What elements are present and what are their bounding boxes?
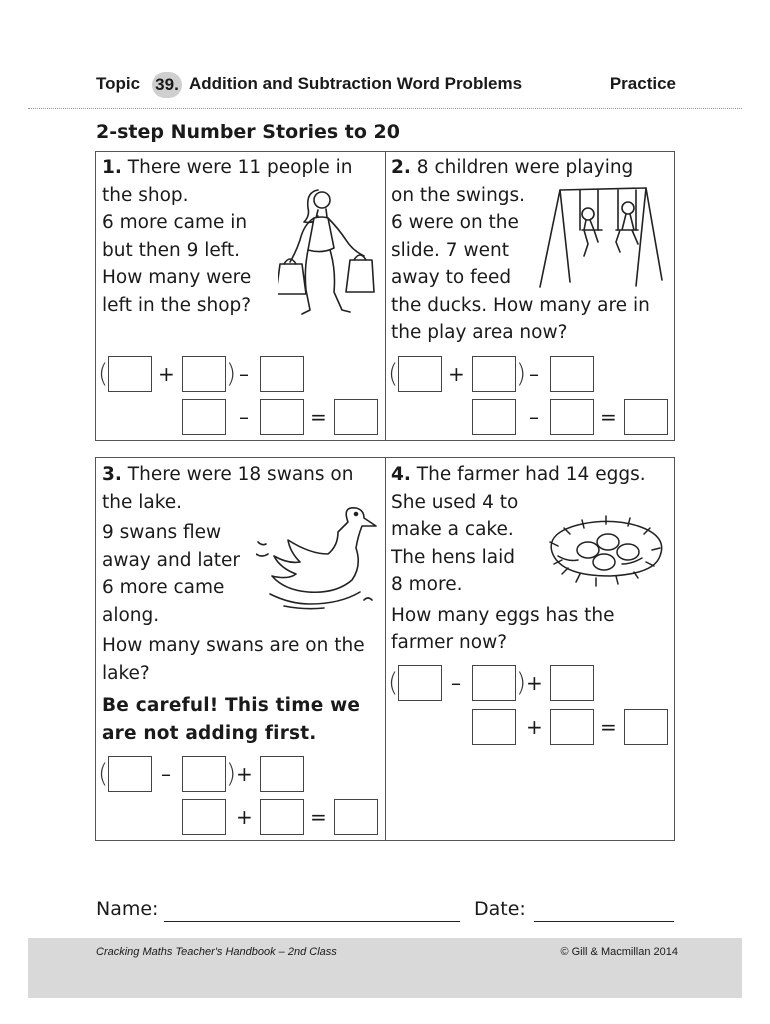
operator-sign: – (161, 762, 171, 786)
question-3-line: lake? (102, 662, 150, 684)
operator-sign: – (529, 362, 539, 386)
nest-with-eggs-icon (546, 512, 666, 592)
question-4-number: 4. (391, 464, 411, 485)
answer-box[interactable] (550, 356, 594, 392)
operator-sign: + (448, 362, 465, 386)
question-2-line: the ducks. How many are in (391, 294, 650, 316)
footer-book-title: Cracking Maths Teacher's Handbook – 2nd Class (96, 946, 337, 958)
question-2-line: away to feed (391, 267, 512, 288)
question-2-line: 8 children were playing (416, 157, 634, 178)
answer-box[interactable] (260, 356, 304, 392)
equals-sign: = (600, 715, 617, 739)
close-bracket: ) (516, 359, 527, 389)
answer-box[interactable] (398, 356, 442, 392)
question-3-line: along. (102, 604, 160, 626)
date-field-line[interactable] (534, 921, 674, 922)
question-1-line: but then 9 left. (102, 239, 241, 261)
question-1-line: the shop. (102, 184, 189, 206)
question-1-line: 6 more came in (102, 212, 248, 233)
question-panel-4 (385, 457, 675, 841)
result-box[interactable] (334, 399, 378, 435)
answer-box[interactable] (550, 709, 594, 745)
question-1-line: left in the shop? (102, 294, 252, 316)
warning-line: Be careful! This time we (102, 695, 361, 716)
answer-box[interactable] (182, 399, 226, 435)
question-4-line: The hens laid (391, 546, 515, 568)
question-3-line: How many swans are on the (102, 635, 365, 656)
question-4-line: make a cake. (391, 519, 514, 540)
question-4-line: How many eggs has the (391, 604, 615, 626)
answer-box[interactable] (260, 799, 304, 835)
operator-sign: + (236, 805, 253, 829)
operator-sign: – (239, 405, 249, 429)
topic-title: Addition and Subtraction Word Problems (189, 74, 523, 93)
answer-box[interactable] (182, 356, 226, 392)
section-label: Practice (609, 74, 676, 93)
question-4-line: The farmer had 14 eggs. (416, 464, 646, 485)
open-bracket: ( (388, 668, 399, 698)
result-box[interactable] (624, 709, 668, 745)
question-2-line: 6 were on the (391, 212, 519, 233)
footer-copyright: © Gill & Macmillan 2014 (560, 946, 678, 958)
operator-sign: + (526, 671, 543, 695)
answer-box[interactable] (398, 665, 442, 701)
answer-box[interactable] (472, 665, 516, 701)
operator-sign: + (526, 715, 543, 739)
question-3-line: 9 swans flew (102, 522, 222, 543)
date-label: Date: (474, 898, 526, 920)
question-2-number: 2. (391, 157, 411, 178)
question-2-line: on the swings. (391, 184, 526, 206)
question-1-line: There were 11 people in (127, 157, 353, 178)
operator-sign: – (529, 405, 539, 429)
question-2-line: the play area now? (391, 322, 568, 343)
operator-sign: – (451, 671, 461, 695)
answer-box[interactable] (182, 756, 226, 792)
answer-box[interactable] (472, 709, 516, 745)
warning-line: are not adding first. (102, 723, 317, 744)
question-3-line: There were 18 swans on (127, 464, 354, 485)
open-bracket: ( (98, 359, 109, 389)
open-bracket: ( (388, 359, 399, 389)
question-panel-1 (95, 151, 386, 441)
answer-box[interactable] (260, 756, 304, 792)
question-3-number: 3. (102, 464, 122, 485)
question-4-line: She used 4 to (391, 491, 519, 513)
answer-box[interactable] (108, 756, 152, 792)
operator-sign: + (158, 362, 175, 386)
topic-number-badge: 39. (152, 72, 182, 98)
answer-box[interactable] (108, 356, 152, 392)
close-bracket: ) (516, 668, 527, 698)
answer-box[interactable] (182, 799, 226, 835)
equals-sign: = (600, 405, 617, 429)
question-3-line: 6 more came (102, 577, 225, 598)
question-1-number: 1. (102, 157, 122, 178)
close-bracket: ) (226, 759, 237, 789)
name-label: Name: (96, 898, 159, 920)
question-panel-3 (95, 457, 386, 841)
operator-sign: – (239, 362, 249, 386)
topic-header (96, 72, 676, 98)
answer-box[interactable] (472, 399, 516, 435)
page-title: 2-step Number Stories to 20 (96, 121, 400, 143)
name-field-line[interactable] (164, 921, 460, 922)
equals-sign: = (310, 405, 327, 429)
question-2-line: slide. 7 went (391, 239, 509, 261)
answer-box[interactable] (550, 399, 594, 435)
answer-box[interactable] (472, 356, 516, 392)
page-footer (28, 938, 742, 998)
question-1-line: How many were (102, 267, 252, 288)
question-4-line: 8 more. (391, 574, 463, 595)
open-bracket: ( (98, 759, 109, 789)
swan-icon (256, 502, 378, 612)
shopper-woman-icon (278, 182, 378, 322)
topic-label: Topic (96, 74, 141, 93)
warning-note (102, 692, 360, 748)
question-3-line: the lake. (102, 491, 183, 513)
result-box[interactable] (334, 799, 378, 835)
operator-sign: + (236, 762, 253, 786)
question-4-line: farmer now? (391, 632, 508, 653)
swing-set-icon (536, 182, 666, 292)
answer-box[interactable] (550, 665, 594, 701)
equals-sign: = (310, 805, 327, 829)
name-date-row (96, 898, 676, 928)
header-divider (28, 108, 742, 109)
answer-box[interactable] (260, 399, 304, 435)
close-bracket: ) (226, 359, 237, 389)
result-box[interactable] (624, 399, 668, 435)
question-3-line: away and later (102, 549, 241, 571)
question-panel-2 (385, 151, 675, 441)
